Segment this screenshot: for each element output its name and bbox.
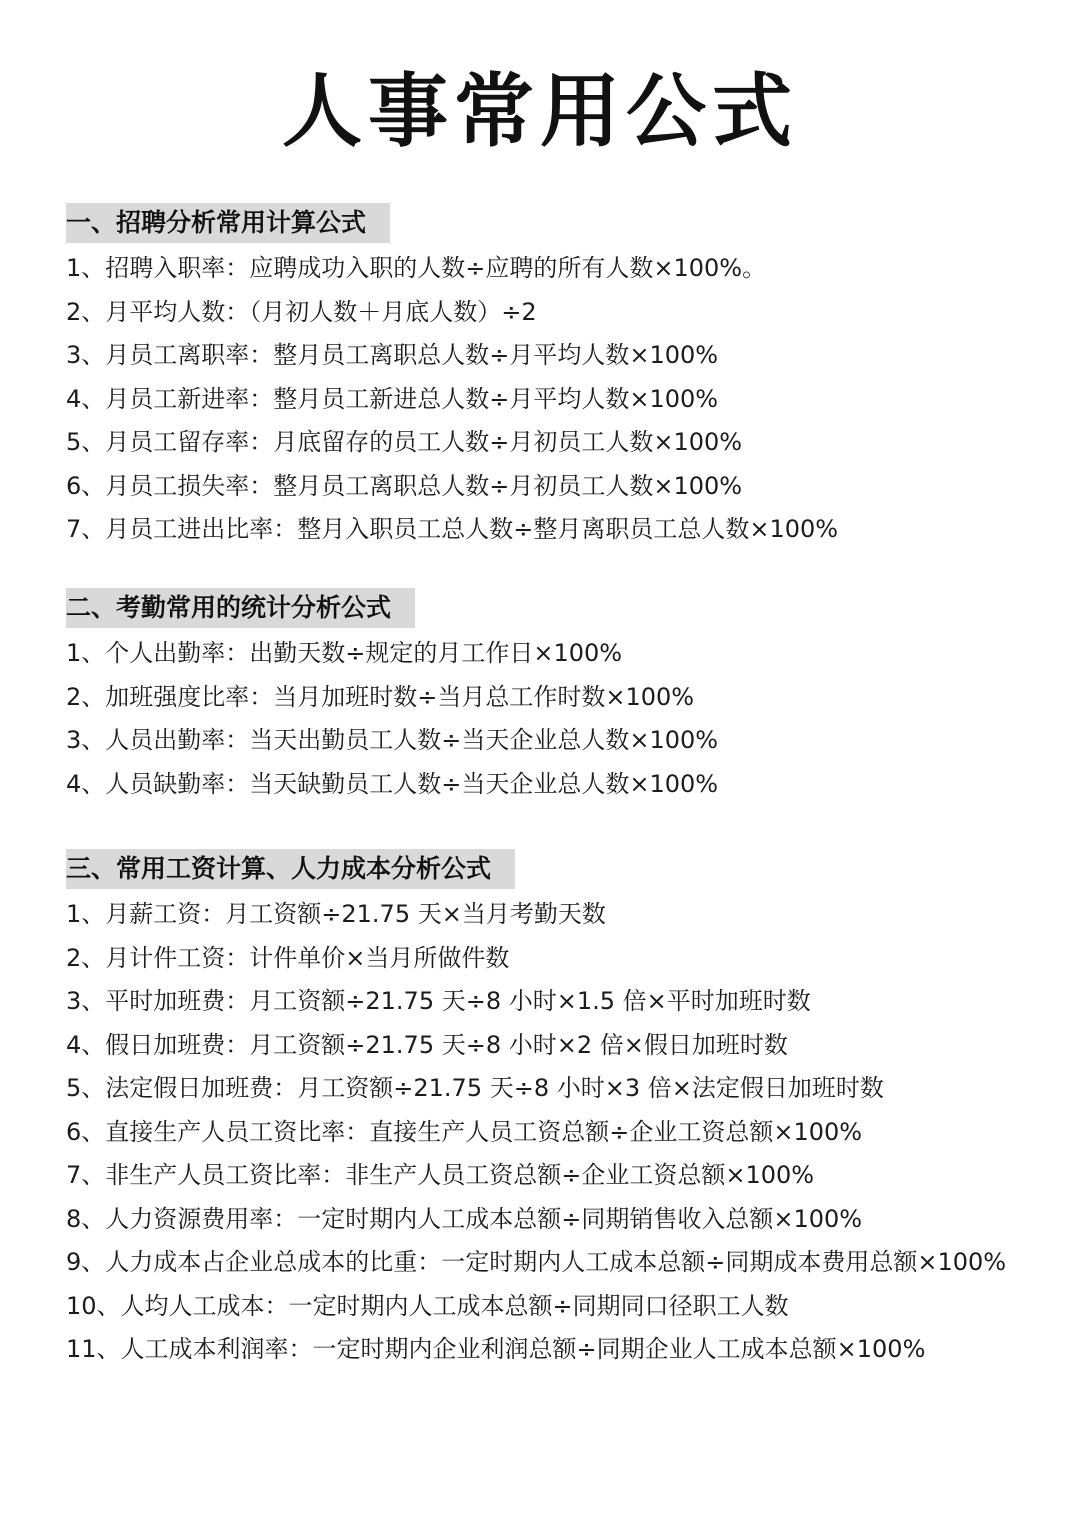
formula-item: 11、人工成本利润率：一定时期内企业利润总额÷同期企业人工成本总额×100% bbox=[66, 1335, 926, 1363]
section-heading: 三、常用工资计算、人力成本分析公式 bbox=[66, 849, 515, 889]
formula-item: 9、人力成本占企业总成本的比重：一定时期内人工成本总额÷同期成本费用总额×100% bbox=[66, 1248, 1007, 1276]
formula-item: 1、招聘入职率：应聘成功入职的人数÷应聘的所有人数×100%。 bbox=[66, 254, 767, 282]
formula-item: 4、假日加班费：月工资额÷21.75 天÷8 小时×2 倍×假日加班时数 bbox=[66, 1030, 788, 1059]
formula-item: 1、月薪工资：月工资额÷21.75 天×当月考勤天数 bbox=[66, 900, 606, 928]
formula-item: 5、月员工留存率：月底留存的员工人数÷月初员工人数×100% bbox=[66, 428, 743, 456]
formula-item: 2、月计件工资：计件单价×当月所做件数 bbox=[66, 943, 510, 972]
formula-item: 3、平时加班费：月工资额÷21.75 天÷8 小时×1.5 倍×平时加班时数 bbox=[66, 987, 811, 1015]
section-heading: 二、考勤常用的统计分析公式 bbox=[66, 588, 415, 628]
formula-item: 2、月平均人数：（月初人数＋月底人数）÷2 bbox=[66, 297, 537, 326]
formula-list bbox=[66, 247, 1026, 552]
formula-item: 10、人均人工成本：一定时期内人工成本总额÷同期同口径职工人数 bbox=[66, 1291, 789, 1320]
formula-item: 1、个人出勤率：出勤天数÷规定的月工作日×100% bbox=[66, 639, 623, 667]
formula-item: 6、直接生产人员工资比率：直接生产人员工资总额÷企业工资总额×100% bbox=[66, 1117, 863, 1146]
page-title: 人事常用公式 bbox=[282, 65, 798, 158]
formula-item: 7、月员工进出比率：整月入职员工总人数÷整月离职员工总人数×100% bbox=[66, 515, 839, 543]
section-payroll-cost bbox=[66, 849, 1026, 1372]
section-heading: 一、招聘分析常用计算公式 bbox=[66, 203, 390, 243]
formula-item: 3、月员工离职率：整月员工离职总人数÷月平均人数×100% bbox=[66, 341, 719, 369]
formula-item: 5、法定假日加班费：月工资额÷21.75 天÷8 小时×3 倍×法定假日加班时数 bbox=[66, 1074, 884, 1102]
section-attendance bbox=[66, 588, 1026, 806]
formula-item: 4、月员工新进率：整月员工新进总人数÷月平均人数×100% bbox=[66, 384, 719, 413]
formula-item: 3、人员出勤率：当天出勤员工人数÷当天企业总人数×100% bbox=[66, 726, 719, 754]
formula-item: 8、人力资源费用率：一定时期内人工成本总额÷同期销售收入总额×100% bbox=[66, 1204, 863, 1233]
formula-list bbox=[66, 632, 1026, 806]
formula-item: 4、人员缺勤率：当天缺勤员工人数÷当天企业总人数×100% bbox=[66, 769, 719, 798]
formula-item: 6、月员工损失率：整月员工离职总人数÷月初员工人数×100% bbox=[66, 471, 743, 500]
section-recruitment bbox=[66, 203, 1026, 552]
formula-item: 7、非生产人员工资比率：非生产人员工资总额÷企业工资总额×100% bbox=[66, 1161, 815, 1189]
formula-list bbox=[66, 893, 1026, 1372]
formula-item: 2、加班强度比率：当月加班时数÷当月总工作时数×100% bbox=[66, 682, 695, 711]
